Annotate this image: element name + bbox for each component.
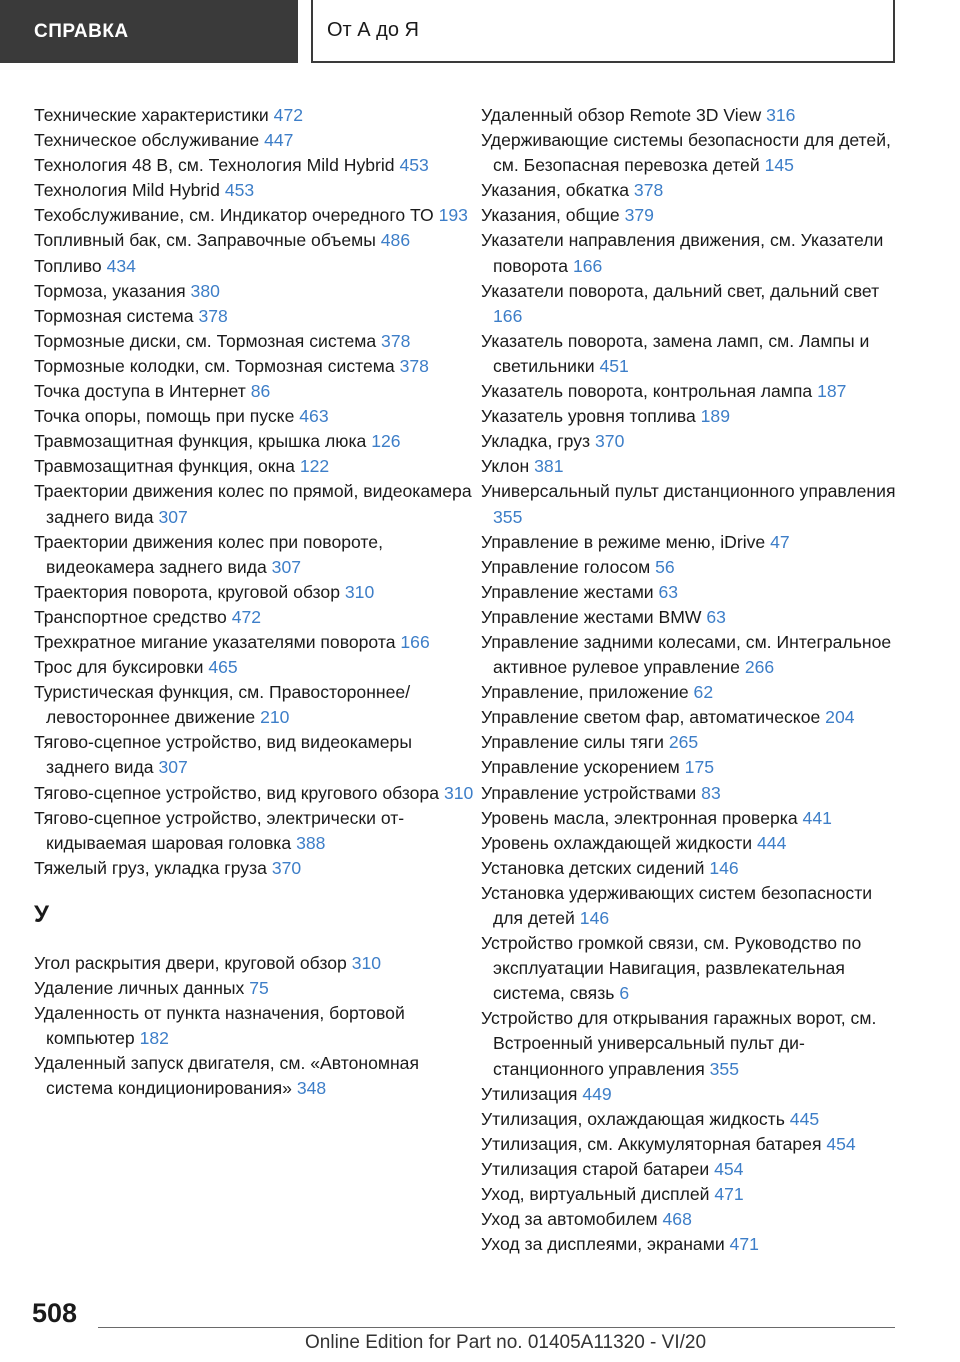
entry-term: Уход, виртуальный дисплей (481, 1184, 710, 1205)
entry-page-link[interactable]: 56 (655, 556, 675, 577)
entry-term: Управление, приложение (481, 682, 689, 703)
entry-page-link[interactable]: 445 (789, 1108, 820, 1129)
index-entry (481, 580, 906, 605)
index-entry (481, 1107, 906, 1132)
entry-page-link[interactable]: 83 (701, 782, 721, 803)
entry-page-link[interactable]: 454 (826, 1133, 856, 1154)
entry-term: Тягово-сцепное устройство, вид видеокамеры заднего вида (34, 732, 412, 778)
entry-page-link[interactable]: 388 (296, 832, 326, 853)
entry-page-link[interactable]: 175 (684, 757, 715, 778)
index-entry (34, 976, 474, 1001)
entry-term: Точка доступа в Интернет (34, 381, 246, 402)
entry-page-link[interactable]: 348 (296, 1078, 327, 1099)
index-entry (34, 329, 474, 354)
entry-page-link[interactable]: 378 (381, 330, 411, 351)
index-entry (34, 1001, 474, 1051)
index-entry (481, 781, 906, 806)
index-entry (481, 404, 906, 429)
entry-term: Указатели поворота, дальний свет, дальний свет (481, 280, 880, 301)
entry-term: Установка детских сидений (481, 857, 705, 878)
entry-page-link[interactable]: 310 (443, 782, 474, 803)
entry-term: Угол раскрытия двери, круговой обзор (34, 952, 347, 973)
entry-page-link[interactable]: 381 (534, 456, 564, 477)
index-entry (34, 254, 474, 279)
entry-page-link[interactable]: 380 (190, 280, 220, 301)
index-entry (481, 178, 906, 203)
entry-term: Тягово-сцепное устройство, вид кругового обзора (34, 782, 440, 803)
entry-page-link[interactable]: 434 (106, 255, 136, 276)
index-entry (481, 1182, 906, 1207)
index-entry (481, 630, 906, 680)
entry-term: Управление жестами BMW (481, 606, 702, 627)
entry-term: Трехкратное мигание указателями поворота (34, 631, 396, 652)
index-list-right (481, 103, 906, 1257)
entry-term: Траектории движения колес при повороте, видеокамера заднего вида (34, 531, 383, 577)
entry-page-link[interactable]: 63 (658, 581, 679, 602)
entry-page-link[interactable]: 465 (208, 657, 238, 678)
entry-term: Указания, обкатка (481, 180, 630, 201)
entry-term: Тяжелый груз, укладка груза (34, 857, 267, 878)
entry-term: Технология Mild Hybrid (34, 180, 220, 201)
index-entry (34, 580, 474, 605)
entry-term: Утилизация (481, 1083, 578, 1104)
index-entry (481, 605, 906, 630)
entry-page-link[interactable]: 310 (351, 952, 382, 973)
entry-term: Удаленный обзор Remote 3D View (481, 105, 762, 125)
entry-term: Утилизация, см. Аккумуляторная батарея (481, 1133, 822, 1154)
index-entry (481, 1207, 906, 1232)
entry-term: Утилизация, охлаждающая жидкость (481, 1108, 785, 1129)
entry-page-link[interactable]: 453 (224, 180, 255, 201)
entry-term: Тормоза, указания (34, 280, 186, 301)
entry-term: Точка опоры, помощь при пуске (34, 406, 295, 427)
entry-page-link[interactable]: 307 (271, 556, 302, 577)
entry-term: Универсальный пульт дистанционного управления (481, 481, 896, 502)
entry-term: Указатель уровня топлива (481, 406, 696, 427)
entry-term: Тормозная система (34, 305, 194, 326)
subsection-tab[interactable]: От А до Я (311, 0, 895, 63)
entry-page-link[interactable]: 441 (802, 807, 832, 828)
entry-page-link[interactable]: 378 (399, 355, 429, 376)
entry-term: Техническое обслуживание (34, 130, 260, 151)
index-entry (34, 304, 474, 329)
index-entry (481, 1232, 906, 1257)
entry-page-link[interactable]: 454 (714, 1158, 744, 1179)
entry-page-link[interactable]: 453 (399, 155, 429, 176)
entry-term: Указания, общие (481, 205, 620, 226)
index-entry (481, 680, 906, 705)
entry-page-link[interactable]: 379 (624, 205, 654, 226)
entry-term: Укладка, груз (481, 431, 591, 452)
entry-page-link[interactable]: 370 (271, 857, 302, 878)
entry-term: Травмозащитная функция, крышка люка (34, 431, 367, 452)
index-entry (481, 931, 906, 1006)
entry-term: Туристическая функция, см. Правостороннее/левостороннее движение (34, 682, 411, 728)
entry-page-link[interactable]: 146 (579, 908, 610, 928)
index-entry (481, 530, 906, 555)
index-entry (34, 806, 474, 856)
entry-page-link[interactable]: 447 (264, 130, 294, 151)
index-entry (34, 680, 474, 730)
entry-page-link[interactable]: 444 (757, 832, 787, 853)
entry-page-link[interactable]: 86 (250, 381, 271, 402)
entry-term: Топливо (34, 255, 102, 276)
entry-page-link[interactable]: 266 (744, 657, 775, 678)
entry-term: Траектория поворота, круговой обзор (34, 581, 340, 602)
entry-page-link[interactable]: 307 (158, 757, 188, 778)
index-entry (34, 404, 474, 429)
footer-edition: Online Edition for Part no. 01405A11320 - VI/20 (305, 1332, 707, 1353)
entry-term: Технология 48 В, см. Технология Mild Hybrid (34, 155, 395, 176)
index-entry (34, 203, 474, 228)
index-entry (481, 379, 906, 404)
index-entry (34, 781, 474, 806)
entry-page-link[interactable]: 145 (764, 155, 794, 176)
entry-term: Транспортное средство (34, 606, 227, 627)
entry-term: Уровень охлаждающей жидкости (481, 832, 753, 853)
section-tab[interactable]: СПРАВКА (0, 0, 298, 63)
index-entry (34, 429, 474, 454)
index-entry (481, 103, 906, 128)
entry-page-link[interactable]: 204 (825, 707, 855, 728)
entry-term: Указатели направления движения, см. Указатели поворота (481, 230, 884, 276)
index-entry (34, 856, 474, 881)
entry-term: Устройство громкой связи, см. Руководство по эксплуатации Навигация, развлекательная система, связь (481, 933, 862, 1004)
index-entry (34, 951, 474, 976)
entry-page-link[interactable]: 370 (595, 431, 625, 452)
entry-page-link[interactable]: 378 (633, 180, 664, 201)
index-column-right (481, 103, 906, 1257)
entry-page-link[interactable]: 355 (709, 1058, 739, 1079)
index-entry (481, 1082, 906, 1107)
entry-term: Удаление личных данных (34, 978, 245, 998)
entry-page-link[interactable]: 265 (668, 732, 699, 753)
index-entry (34, 354, 474, 379)
index-entry (481, 806, 906, 831)
entry-term: Установка удерживающих систем безопасности для детей (481, 882, 873, 928)
index-entry (481, 1132, 906, 1157)
entry-term: Указатель поворота, замена ламп, см. Лампы и светильники (481, 330, 870, 376)
index-entry (481, 1006, 906, 1081)
entry-page-link[interactable]: 166 (572, 255, 603, 276)
entry-term: Уход за автомобилем (481, 1209, 658, 1230)
entry-page-link[interactable]: 355 (493, 506, 523, 527)
entry-page-link[interactable]: 472 (231, 606, 262, 627)
entry-term: Тягово-сцепное устройство, электрически откидываемая шаровая головка (34, 807, 405, 853)
index-entry (34, 730, 474, 780)
entry-page-link[interactable]: 316 (766, 105, 796, 125)
entry-term: Уход за дисплеями, экранами (481, 1234, 725, 1255)
index-entry (481, 1157, 906, 1182)
entry-term: Трос для буксировки (34, 657, 204, 678)
entry-term: Указатель поворота, контрольная лампа (481, 381, 813, 402)
index-entry (34, 454, 474, 479)
index-entry (481, 881, 906, 931)
entry-term: Управление светом фар, автоматическое (481, 707, 821, 728)
page-header (0, 0, 960, 66)
entry-page-link[interactable]: 126 (371, 431, 401, 452)
entry-term: Тормозные диски, см. Тормозная система (34, 330, 377, 351)
entry-term: Управление голосом (481, 556, 651, 577)
index-entry (481, 831, 906, 856)
entry-page-link[interactable]: 471 (729, 1234, 759, 1255)
entry-term: Управление ускорением (481, 757, 680, 778)
entry-page-link[interactable]: 472 (273, 105, 304, 125)
entry-page-link[interactable]: 310 (344, 581, 375, 602)
entry-page-link[interactable]: 486 (380, 230, 411, 251)
index-entry (34, 153, 474, 178)
index-entry (481, 730, 906, 755)
index-entry (34, 103, 474, 128)
letter-heading: У (34, 900, 49, 928)
index-entry (481, 429, 906, 454)
entry-page-link[interactable]: 187 (817, 381, 847, 402)
entry-term: Техобслуживание, см. Индикатор очередного ТО (34, 205, 434, 226)
entry-page-link[interactable]: 6 (619, 983, 630, 1004)
entry-term: Удаленный запуск двигателя, см. «Автономная система кондиционирования» (34, 1053, 419, 1099)
index-entry (481, 479, 906, 529)
entry-page-link[interactable]: 122 (299, 456, 330, 477)
entry-term: Устройство для открывания гаражных ворот, см. Встроенный универсальный пульт дистанционного управления (481, 1008, 877, 1079)
index-entry (34, 228, 474, 253)
entry-term: Управление задними колесами, см. Интегральное активное рулевое управление (481, 631, 892, 678)
entry-page-link[interactable]: 468 (662, 1209, 692, 1230)
index-entry (34, 630, 474, 655)
index-entry (481, 203, 906, 228)
entry-term: Утилизация старой батареи (481, 1158, 710, 1179)
index-entry (34, 178, 474, 203)
entry-page-link[interactable]: 189 (700, 406, 730, 427)
entry-term: Топливный бак, см. Заправочные объемы (34, 230, 376, 251)
index-entry (34, 1051, 474, 1101)
index-entry (34, 530, 474, 580)
index-entry (34, 605, 474, 630)
entry-term: Удаленность от пункта назначения, бортовой компьютер (34, 1003, 405, 1049)
entry-page-link[interactable]: 62 (693, 682, 714, 703)
entry-term: Технические характеристики (34, 105, 269, 125)
entry-term: Управление в режиме меню, iDrive (481, 531, 766, 552)
page-number: 508 (32, 1298, 78, 1328)
index-entry (34, 655, 474, 680)
index-entry (481, 454, 906, 479)
index-entry (34, 279, 474, 304)
entry-page-link[interactable]: 166 (400, 631, 430, 652)
index-entry (481, 705, 906, 730)
entry-term: Траектории движения колес по прямой, видеокамера заднего вида (34, 481, 472, 527)
index-entry (481, 856, 906, 881)
index-entry (34, 128, 474, 153)
entry-page-link[interactable]: 378 (198, 305, 228, 326)
index-list-u (34, 951, 474, 1102)
entry-term: Управление устройствами (481, 782, 697, 803)
index-entry (34, 479, 474, 529)
entry-page-link[interactable]: 451 (599, 355, 629, 376)
entry-page-link[interactable]: 471 (714, 1184, 744, 1205)
entry-term: Уклон (481, 456, 530, 477)
index-entry (481, 228, 906, 278)
index-column-left (34, 103, 474, 1101)
entry-page-link[interactable]: 210 (260, 707, 290, 728)
index-entry (481, 128, 906, 178)
entry-page-link[interactable]: 146 (709, 857, 739, 878)
entry-page-link[interactable]: 307 (158, 506, 188, 527)
entry-term: Удерживающие системы безопасности для детей, см. Безопасная перевозка детей (481, 130, 891, 176)
entry-page-link[interactable]: 463 (299, 406, 329, 427)
entry-page-link[interactable]: 182 (139, 1028, 169, 1049)
entry-page-link[interactable]: 75 (249, 978, 269, 998)
entry-term: Управление силы тяги (481, 732, 664, 753)
index-entry (481, 279, 906, 329)
footer-divider (98, 1327, 895, 1328)
index-entry (481, 755, 906, 780)
entry-page-link[interactable]: 193 (438, 205, 468, 226)
entry-page-link[interactable]: 63 (706, 606, 726, 627)
entry-term: Уровень масла, электронная проверка (481, 807, 798, 828)
entry-page-link[interactable]: 449 (582, 1083, 612, 1104)
entry-term: Тормозные колодки, см. Тормозная система (34, 355, 395, 376)
entry-term: Травмозащитная функция, окна (34, 456, 295, 477)
index-list-t (34, 103, 474, 881)
index-entry (34, 379, 474, 404)
index-entry (481, 555, 906, 580)
entry-page-link[interactable]: 47 (770, 531, 790, 552)
entry-page-link[interactable]: 166 (493, 305, 523, 326)
index-entry (481, 329, 906, 379)
entry-term: Управление жестами (481, 581, 654, 602)
